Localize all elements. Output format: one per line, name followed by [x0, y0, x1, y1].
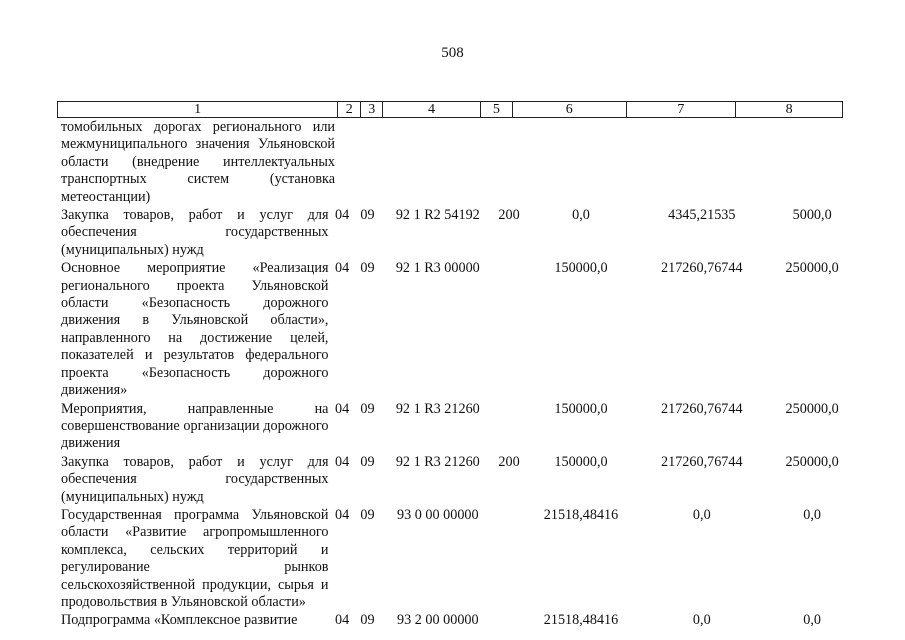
row-subsection: 09 — [360, 207, 375, 224]
row-value-6: 21518,48416 — [543, 506, 619, 523]
column-header-2: 2 — [338, 102, 361, 117]
column-header-1: 1 — [58, 102, 338, 117]
row-section: 04 — [335, 400, 350, 417]
row-subsection: 09 — [360, 612, 375, 629]
table-row — [61, 119, 861, 206]
row-target-code: 92 1 R3 00000 — [395, 260, 480, 277]
row-subsection: 09 — [360, 506, 375, 523]
row-name: Государственная программа Ульяновской области «Развитие агропромышленного комплекса, сельских территорий и регулирование рынков сельскохозяйственной продукции, сырья и продовольствия в Ульяновской области» — [61, 506, 329, 610]
row-value-6: 21518,48416 — [543, 612, 619, 629]
row-expense-type: 200 — [498, 207, 520, 224]
column-header-6: 6 — [513, 102, 627, 117]
row-value-7: 0,0 — [692, 612, 711, 629]
row-section: 04 — [335, 207, 350, 224]
row-subsection: 09 — [360, 260, 375, 277]
column-header-7: 7 — [627, 102, 737, 117]
row-name: томобильных дорогах регионального или межмуниципального значения Ульяновской области (внедрение интеллектуальных транспортных систем (установка метеостанции) — [61, 119, 335, 205]
row-name: Закупка товаров, работ и услуг для обеспечения государственных (муниципальных) нужд — [61, 453, 329, 505]
table-row — [61, 207, 861, 259]
table-row — [61, 260, 861, 399]
table-body — [61, 119, 861, 631]
row-target-code: 93 0 00 00000 — [397, 506, 479, 523]
row-section: 04 — [335, 506, 350, 523]
row-expense-type — [496, 612, 521, 629]
row-value-7: 0,0 — [692, 506, 711, 523]
column-header-8: 8 — [785, 102, 793, 117]
row-expense-type — [496, 507, 521, 611]
row-value-8: 0,0 — [803, 612, 822, 629]
row-value-6: 150000,0 — [554, 453, 608, 470]
row-target-code: 92 1 R2 54192 — [395, 207, 480, 224]
table-row — [61, 454, 861, 506]
column-header-5: 5 — [481, 102, 513, 117]
row-target-code: 92 1 R3 21260 — [395, 453, 480, 470]
row-name: Мероприятия, направленные на совершенствование организации дорожного движения — [61, 400, 329, 452]
row-value-8: 250000,0 — [785, 453, 839, 470]
row-value-7: 217260,76744 — [661, 260, 743, 277]
row-value-8: 0,0 — [803, 506, 822, 523]
row-value-7: 217260,76744 — [661, 453, 743, 470]
column-header-4: 4 — [383, 102, 481, 117]
row-name: Основное мероприятие «Реализация регионального проекта Ульяновской области «Безопасность дорожного движения в Ульяновской области», направленного на достижение целей, показателей и результатов федерального проекта «Безопасность дорожного движения» — [61, 260, 329, 399]
row-section: 04 — [335, 612, 350, 629]
row-value-8: 250000,0 — [785, 400, 839, 417]
row-value-6: 150000,0 — [554, 400, 608, 417]
row-value-7: 4345,21535 — [668, 207, 736, 224]
row-value-6: 150000,0 — [554, 260, 608, 277]
row-section: 04 — [335, 260, 350, 277]
page-number: 508 — [441, 45, 464, 61]
row-value-7: 217260,76744 — [661, 400, 743, 417]
row-target-code: 92 1 R3 21260 — [395, 400, 480, 417]
row-value-6: 0,0 — [572, 207, 590, 224]
table-row — [61, 401, 861, 453]
column-header-3: 3 — [361, 102, 383, 117]
row-value-8: 5000,0 — [792, 207, 832, 224]
row-name: Закупка товаров, работ и услуг для обеспечения государственных (муниципальных) нужд — [61, 207, 329, 258]
row-expense-type: 200 — [498, 453, 520, 470]
row-section: 04 — [335, 453, 350, 470]
table-row — [61, 612, 861, 629]
row-subsection: 09 — [360, 400, 375, 417]
table-header — [57, 101, 843, 118]
row-value-8: 250000,0 — [785, 260, 839, 277]
row-name: Подпрограмма «Комплексное развитие — [61, 612, 298, 629]
row-expense-type — [496, 260, 521, 399]
row-subsection: 09 — [360, 453, 375, 470]
row-target-code: 93 2 00 00000 — [397, 612, 479, 629]
row-expense-type — [496, 401, 521, 453]
table-row — [61, 507, 861, 611]
